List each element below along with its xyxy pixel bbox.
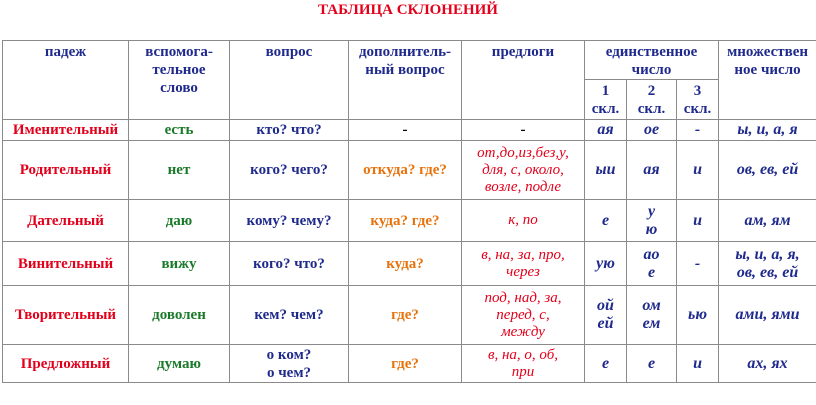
additional-question: где? (349, 286, 462, 345)
prepositions: в, на, о, об, при (462, 345, 585, 383)
aux-word: есть (129, 120, 230, 141)
ending-decl-2: ая (627, 141, 677, 200)
ending-decl-1: е (585, 345, 627, 383)
ending-decl-2: ао е (627, 242, 677, 286)
additional-question: - (349, 120, 462, 141)
aux-word: нет (129, 141, 230, 200)
ending-decl-1: е (585, 200, 627, 242)
header-decl-3: 3 скл. (677, 80, 719, 120)
header-case: падеж (3, 41, 129, 120)
header-prepositions: предлоги (462, 41, 585, 120)
ending-plural: ов, ев, ей (719, 141, 816, 200)
case-name: Именительный (3, 120, 129, 141)
question: кем? чем? (230, 286, 349, 345)
aux-word: вижу (129, 242, 230, 286)
ending-decl-2: ом ем (627, 286, 677, 345)
additional-question: куда? где? (349, 200, 462, 242)
additional-question: откуда? где? (349, 141, 462, 200)
table-row (3, 345, 816, 383)
ending-plural: ы, и, а, я (719, 120, 816, 141)
additional-question: где? (349, 345, 462, 383)
aux-word: думаю (129, 345, 230, 383)
ending-decl-3: - (677, 242, 719, 286)
case-name: Дательный (3, 200, 129, 242)
aux-word: даю (129, 200, 230, 242)
table-row (3, 141, 816, 200)
table-row (3, 242, 816, 286)
ending-plural: ах, ях (719, 345, 816, 383)
case-name: Предложный (3, 345, 129, 383)
ending-decl-3: ью (677, 286, 719, 345)
table-row (3, 120, 816, 141)
header-aux: вспомога- тельное слово (129, 41, 230, 120)
ending-decl-1: ой ей (585, 286, 627, 345)
ending-plural: ы, и, а, я, ов, ев, ей (719, 242, 816, 286)
aux-word: доволен (129, 286, 230, 345)
header-decl-2: 2 скл. (627, 80, 677, 120)
question: кому? чему? (230, 200, 349, 242)
prepositions: под, над, за, перед, с, между (462, 286, 585, 345)
prepositions: к, по (462, 200, 585, 242)
ending-decl-2: е (627, 345, 677, 383)
header-question: вопрос (230, 41, 349, 120)
case-name: Родительный (3, 141, 129, 200)
ending-decl-2: у ю (627, 200, 677, 242)
ending-decl-1: ыи (585, 141, 627, 200)
ending-plural: ами, ями (719, 286, 816, 345)
ending-decl-3: и (677, 345, 719, 383)
question: кто? что? (230, 120, 349, 141)
header-plural: множествен ное число (719, 41, 816, 120)
additional-question: куда? (349, 242, 462, 286)
ending-decl-1: ая (585, 120, 627, 141)
declension-table (2, 40, 816, 383)
question: кого? что? (230, 242, 349, 286)
question: о ком? о чем? (230, 345, 349, 383)
header-singular: единственное число (585, 41, 719, 80)
ending-decl-2: ое (627, 120, 677, 141)
ending-decl-1: ую (585, 242, 627, 286)
table-row (3, 286, 816, 345)
ending-plural: ам, ям (719, 200, 816, 242)
ending-decl-3: и (677, 141, 719, 200)
prepositions: в, на, за, про, через (462, 242, 585, 286)
case-name: Винительный (3, 242, 129, 286)
header-decl-1: 1 скл. (585, 80, 627, 120)
ending-decl-3: - (677, 120, 719, 141)
page-title: ТАБЛИЦА СКЛОНЕНИЙ (318, 2, 498, 18)
header-additional: дополнитель- ный вопрос (349, 41, 462, 120)
case-name: Творительный (3, 286, 129, 345)
prepositions: от,до,из,без,у, для, с, около, возле, подле (462, 141, 585, 200)
prepositions: - (462, 120, 585, 141)
question: кого? чего? (230, 141, 349, 200)
table-row (3, 200, 816, 242)
ending-decl-3: и (677, 200, 719, 242)
